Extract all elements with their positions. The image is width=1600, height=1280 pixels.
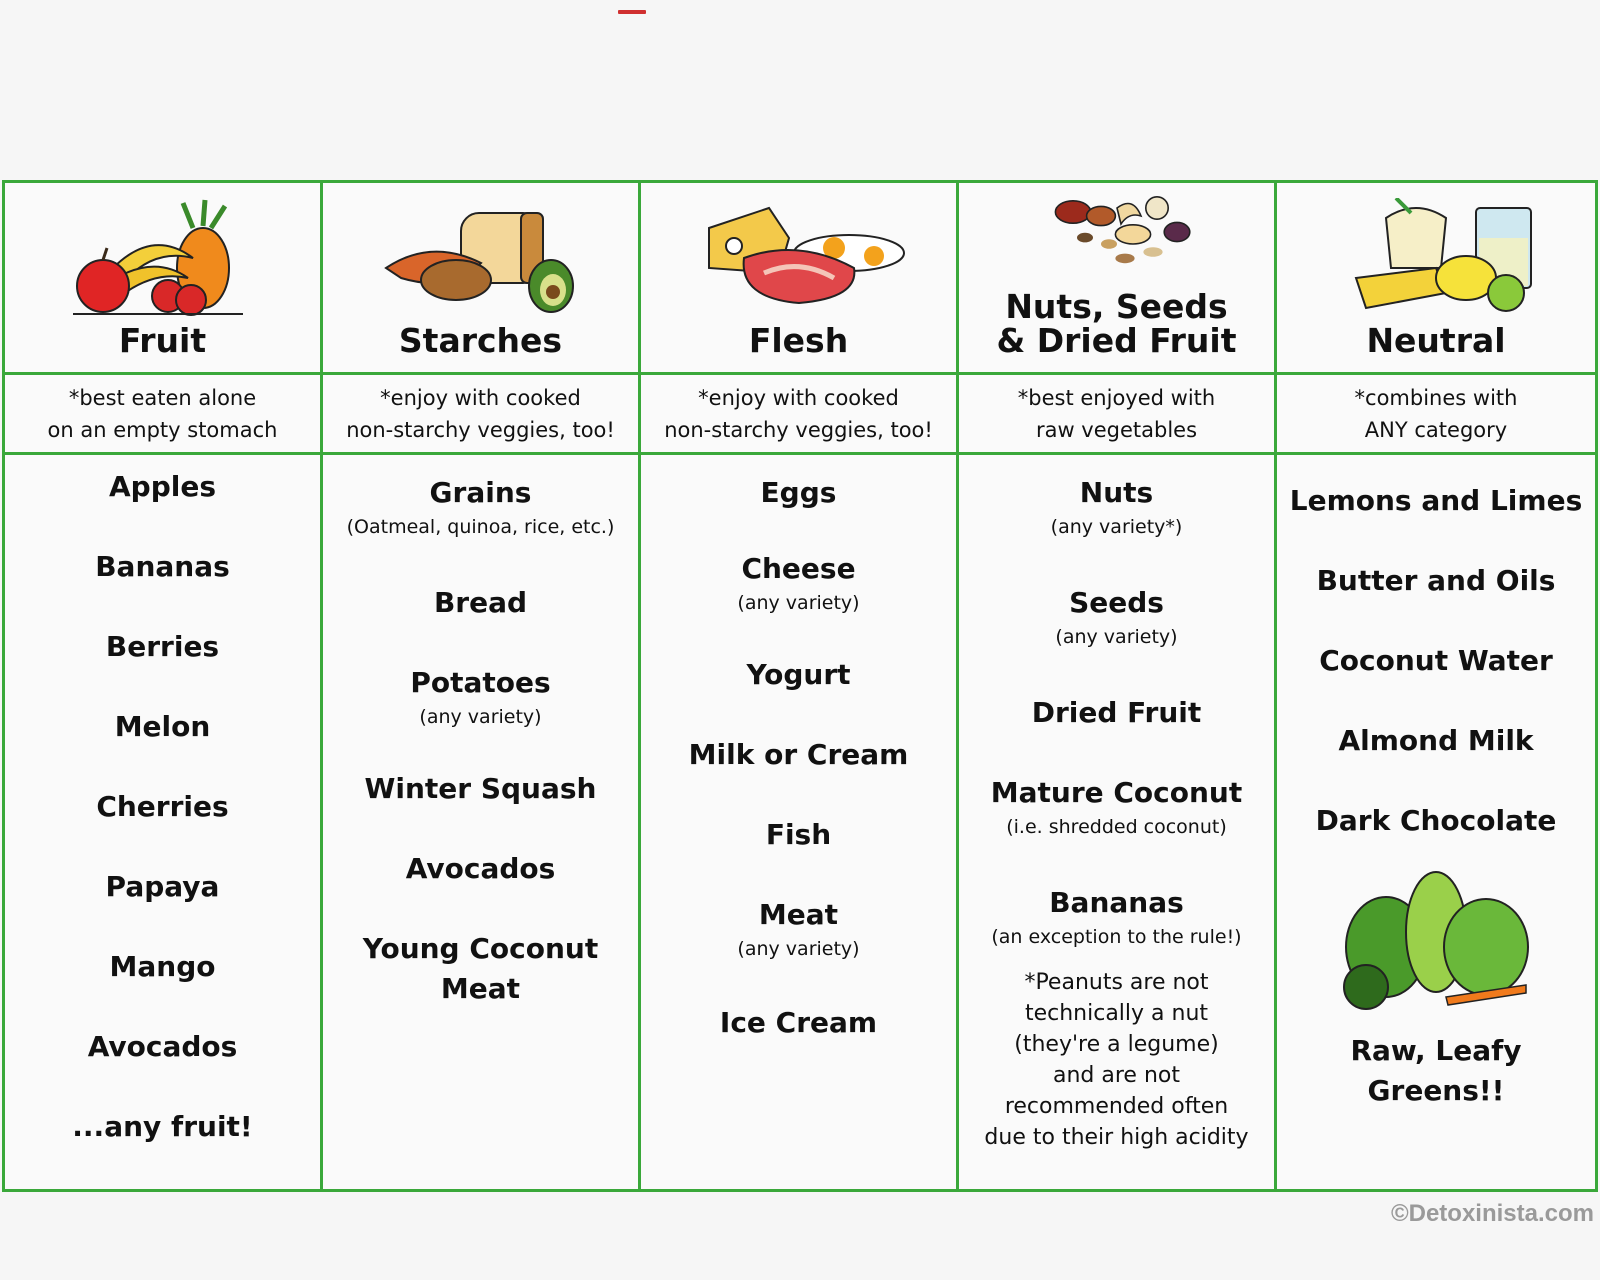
category-grid (2, 180, 1598, 1192)
header-flesh (641, 183, 959, 375)
header-nuts (959, 183, 1277, 375)
list-item: Cheese (741, 552, 856, 585)
list-item: Bananas (95, 550, 230, 583)
list-item: Raw, Leafy Greens!! (1350, 1034, 1522, 1107)
list-item: Avocados (87, 1030, 238, 1063)
list-item-note: (any variety*) (1050, 516, 1183, 538)
list-item: Ice Cream (719, 1006, 878, 1039)
note-starches: *enjoy with cooked non-starchy veggies, too! (323, 375, 641, 455)
flesh-illustration (689, 198, 909, 318)
category-title: Nuts, Seeds & Dried Fruit (996, 287, 1237, 360)
list-item: Almond Milk (1338, 724, 1534, 757)
category-title: Fruit (118, 321, 207, 360)
list-item: Berries (105, 630, 220, 663)
list-item: Grains (429, 476, 532, 509)
neutral-illustration (1326, 198, 1546, 318)
fruit-illustration (53, 198, 273, 318)
list-item-note: (any variety) (737, 938, 860, 960)
list-item: Milk or Cream (688, 738, 909, 771)
list-item: Young Coconut Meat (362, 932, 599, 1005)
list-item-note: (an exception to the rule!) (991, 926, 1242, 948)
header-fruit (5, 183, 323, 375)
greens-illustration (1336, 867, 1536, 1017)
list-item: Eggs (760, 476, 837, 509)
list-item: Dried Fruit (1031, 696, 1202, 729)
items-starches (323, 455, 641, 1189)
list-item: Dark Chocolate (1315, 804, 1557, 837)
starches-illustration (371, 198, 591, 318)
note-flesh: *enjoy with cooked non-starchy veggies, too! (641, 375, 959, 455)
list-item-note: (any variety) (1055, 626, 1178, 648)
nuts-illustration (1007, 188, 1227, 284)
list-item: Fish (765, 818, 832, 851)
list-item: Mango (109, 950, 216, 983)
list-item-note: (any variety) (419, 706, 542, 728)
items-nuts (959, 455, 1277, 1189)
items-fruit (5, 455, 323, 1189)
list-item: Meat (758, 898, 839, 931)
items-flesh (641, 455, 959, 1189)
peanut-footnote: *Peanuts are not technically a nut (they're a legume) and are not recommended often due to their high acidity (984, 970, 1249, 1150)
list-item: Winter Squash (364, 772, 597, 805)
category-title: Neutral (1366, 321, 1506, 360)
header-neutral (1277, 183, 1595, 375)
items-neutral (1277, 455, 1595, 1189)
list-item: Bread (433, 586, 528, 619)
list-item: Melon (114, 710, 211, 743)
list-item-note: (any variety) (737, 592, 860, 614)
list-item: Nuts (1079, 476, 1154, 509)
list-item: Butter and Oils (1316, 564, 1556, 597)
list-item: Avocados (405, 852, 556, 885)
note-fruit: *best eaten alone on an empty stomach (5, 375, 323, 455)
copyright: ©Detoxinista.com (1390, 1200, 1594, 1227)
list-item: Cherries (96, 790, 229, 823)
category-title: Starches (398, 321, 563, 360)
list-item: Lemons and Limes (1289, 484, 1583, 517)
list-item: Bananas (1049, 886, 1184, 919)
list-item: Seeds (1069, 586, 1164, 619)
list-item-note: (Oatmeal, quinoa, rice, etc.) (346, 516, 615, 538)
header-starches (323, 183, 641, 375)
list-item: Mature Coconut (990, 776, 1243, 809)
list-item: Coconut Water (1319, 644, 1553, 677)
list-item: Potatoes (410, 666, 551, 699)
list-item-note: (i.e. shredded coconut) (1006, 816, 1227, 838)
list-item: Papaya (105, 870, 220, 903)
note-nuts: *best enjoyed with raw vegetables (959, 375, 1277, 455)
list-item: Apples (108, 470, 216, 503)
category-title: Flesh (748, 321, 849, 360)
list-item: ...any fruit! (72, 1110, 253, 1143)
top-mark (618, 10, 646, 14)
note-neutral: *combines with ANY category (1277, 375, 1595, 455)
list-item: Yogurt (746, 658, 851, 691)
